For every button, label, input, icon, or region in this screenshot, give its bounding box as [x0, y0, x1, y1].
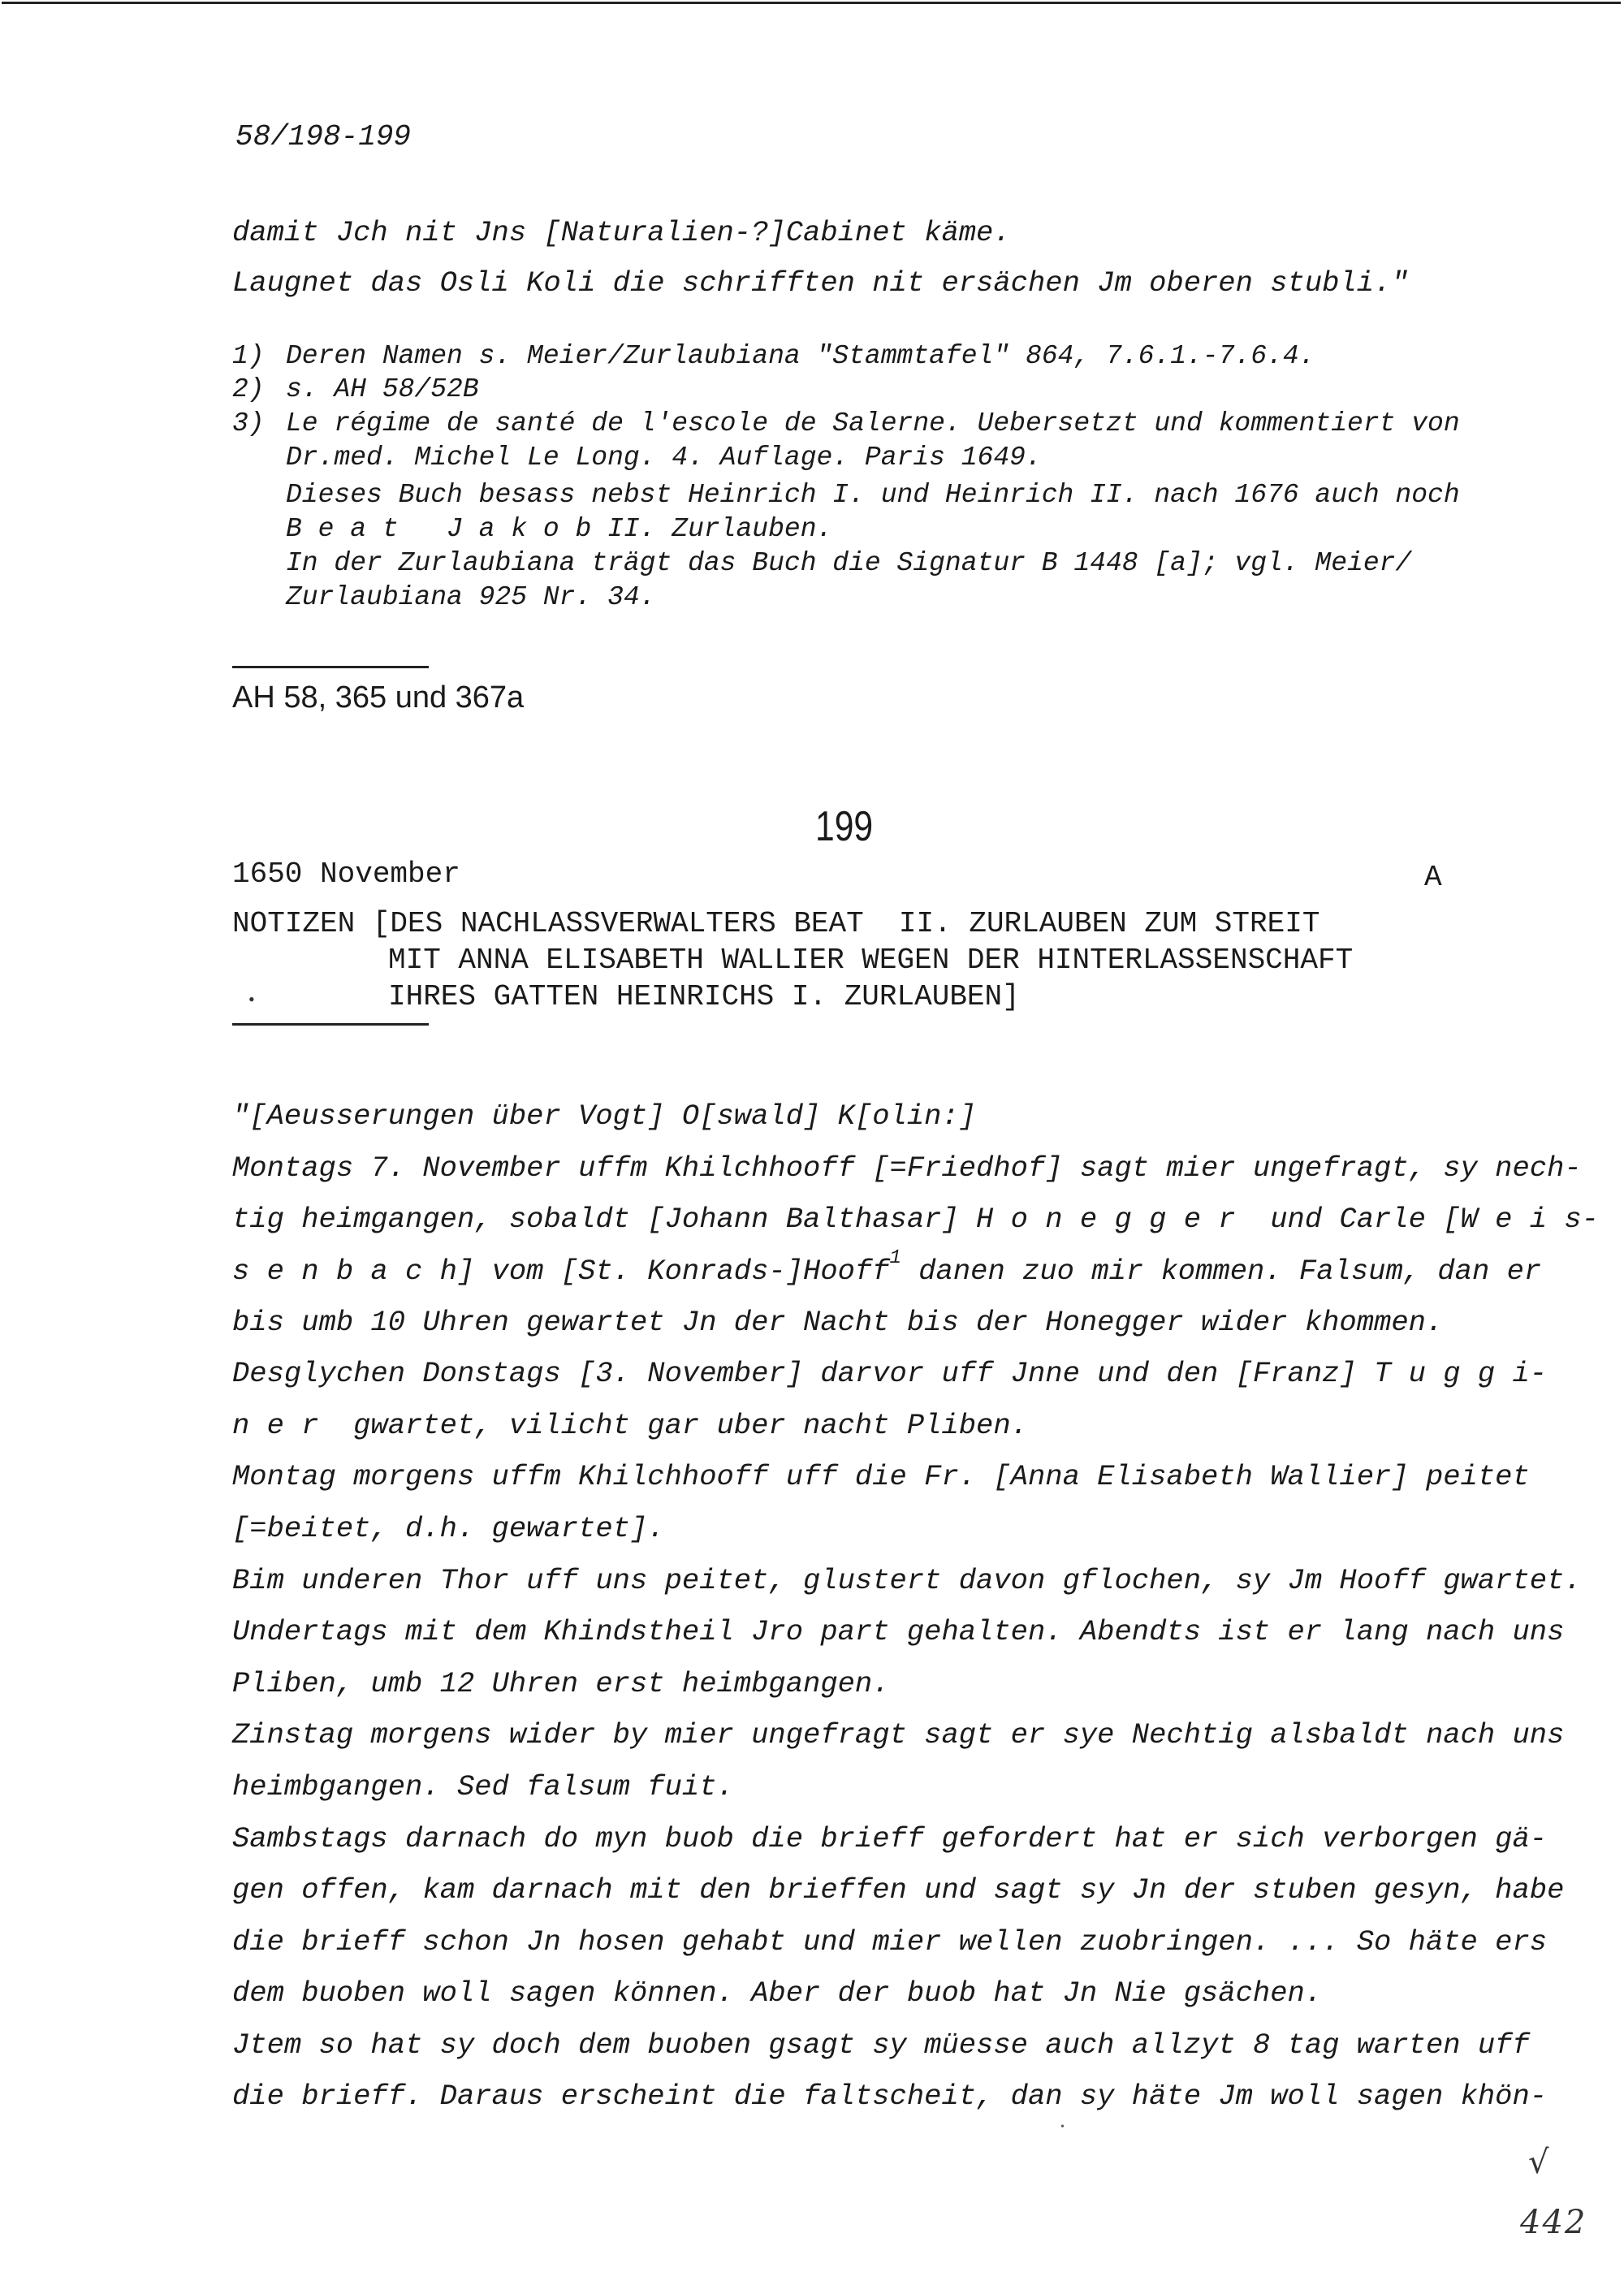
section-divider — [232, 666, 429, 668]
document-title-line-2: MIT ANNA ELISABETH WALLIER WEGEN DER HINTERLASSENSCHAFT — [388, 944, 1354, 977]
body-line: Pliben, umb 12 Uhren erst heimbgangen. — [232, 1667, 890, 1700]
body-line: die brieff schon Jn hosen gehabt und mier wellen zuobringen. ... So häte ers — [232, 1925, 1548, 1959]
body-line: gen offen, kam darnach mit den brieffen und sagt sy Jn der stuben gesyn, habe — [232, 1873, 1565, 1907]
document-date: 1650 November — [232, 857, 460, 891]
footnote-3-continuation: In der Zurlaubiana trägt das Buch die Signatur B 1448 [a]; vgl. Meier/ — [286, 548, 1412, 578]
footnote-3-continuation: Zurlaubiana 925 Nr. 34. — [286, 582, 656, 612]
stray-mark: • — [1060, 2121, 1065, 2133]
archive-reference: AH 58, 365 und 367a — [232, 680, 525, 715]
body-line: tig heimgangen, sobaldt [Johann Balthasar] H o n e g g e r und Carle [W e i s- — [232, 1203, 1599, 1236]
footnote-2-number: 2) — [232, 374, 265, 404]
body-line: Jtem so hat sy doch dem buoben gsagt sy müesse auch allzyt 8 tag warten uff — [232, 2028, 1530, 2062]
body-line-text: danen zuo mir kommen. Falsum, dan er — [901, 1255, 1542, 1288]
handwritten-page-number: 442 — [1520, 2204, 1587, 2241]
footnote-1-text: Deren Namen s. Meier/Zurlaubiana "Stammtafel" 864, 7.6.1.-7.6.4. — [286, 341, 1315, 371]
body-line: bis umb 10 Uhren gewartet Jn der Nacht bis der Honegger wider khommen. — [232, 1306, 1444, 1339]
body-line: Montags 7. November uffm Khilchhooff [=Friedhof] sagt mier ungefragt, sy nech- — [232, 1151, 1582, 1185]
body-line: Sambstags darnach do myn buob die brieff gefordert hat er sich verborgen gä- — [232, 1822, 1548, 1855]
document-number: 199 — [815, 803, 874, 850]
body-line: [=beitet, d.h. gewartet]. — [232, 1512, 665, 1545]
body-line-text: s e n b a c h] vom [St. Konrads-]Hooff — [232, 1255, 890, 1288]
check-mark: √ — [1528, 2144, 1549, 2181]
page-reference: 58/198-199 — [235, 120, 412, 153]
footnote-3-continuation: Dieses Buch besass nebst Heinrich I. und Heinrich II. nach 1676 auch noch — [286, 480, 1460, 510]
body-line: die brieff. Daraus erscheint die faltscheit, dan sy häte Jm woll sagen khön- — [232, 2080, 1548, 2113]
stray-mark: • — [248, 989, 255, 1009]
footnote-3-continuation: B e a t J a k o b II. Zurlauben. — [286, 514, 833, 544]
footnote-1-number: 1) — [232, 341, 265, 371]
body-line: Zinstag morgens wider by mier ungefragt sagt er sye Nechtig alsbaldt nach uns — [232, 1718, 1565, 1752]
body-line: "[Aeusserungen über Vogt] O[swald] K[olin:] — [232, 1099, 977, 1133]
body-line: dem buoben woll sagen können. Aber der buob hat Jn Nie gsächen. — [232, 1976, 1323, 2010]
footnote-2-text: s. AH 58/52B — [286, 374, 479, 404]
body-line: n e r gwartet, vilicht gar uber nacht Pliben. — [232, 1409, 1028, 1442]
body-line: Montag morgens uffm Khilchhooff uff die Fr. [Anna Elisabeth Wallier] peitet — [232, 1460, 1530, 1493]
quote-line-2: Laugnet das Osli Koli die schrifften nit ersächen Jm oberen stubli." — [232, 266, 1409, 300]
footnote-3-continuation: Dr.med. Michel Le Long. 4. Auflage. Paris 1649. — [286, 443, 1042, 473]
body-line: heimbgangen. Sed falsum fuit. — [232, 1770, 734, 1803]
document-letter: A — [1424, 861, 1442, 894]
document-title-line-3: IHRES GATTEN HEINRICHS I. ZURLAUBEN] — [388, 980, 1020, 1013]
document-title-line-1: NOTIZEN [DES NACHLASSVERWALTERS BEAT II. ZURLAUBEN ZUM STREIT — [232, 907, 1320, 940]
footnote-marker: 1 — [889, 1247, 901, 1269]
body-line: Desglychen Donstags [3. November] darvor uff Jnne und den [Franz] T u g g i- — [232, 1357, 1548, 1390]
body-line: Bim underen Thor uff uns peitet, glustert davon gflochen, sy Jm Hooff gwartet. — [232, 1564, 1582, 1597]
body-line — [232, 1247, 1542, 1288]
quote-line-1: damit Jch nit Jns [Naturalien-?]Cabinet käme. — [232, 216, 1011, 249]
footnote-3-text: Le régime de santé de l'escole de Salerne. Uebersetzt und kommentiert von — [286, 408, 1460, 438]
body-line: Undertags mit dem Khindstheil Jro part gehalten. Abendts ist er lang nach uns — [232, 1615, 1565, 1648]
title-divider — [232, 1023, 429, 1026]
footnote-3-number: 3) — [232, 408, 265, 438]
